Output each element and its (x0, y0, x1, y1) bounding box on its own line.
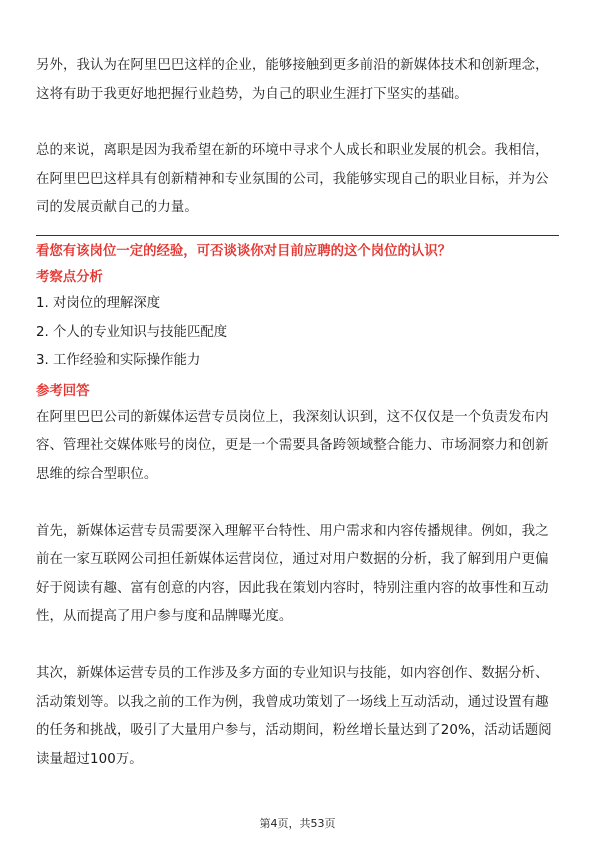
answer-paragraph-2: 首先，新媒体运营专员需要深入理解平台特性、用户需求和内容传播规律。例如，我之前在一家互联网公司担任新媒体运营岗位，通过对用户数据的分析，我了解到用户更偏好于阅读有趣、富有创意的内容，因此我在策划内容时，特别注重内容的故事性和互动性，从而提高了用户参与度和品牌曝光度。 (36, 523, 549, 625)
page-number-footer: 第4页，共53页 (259, 817, 336, 830)
intro-paragraph-1: 另外，我认为在阿里巴巴这样的企业，能够接触到更多前沿的新媒体技术和创新理念，这将有助于我更好地把握行业趋势，为自己的职业生涯打下坚实的基础。 (36, 58, 549, 102)
analysis-item-2: 2. 个人的专业知识与技能匹配度 (36, 324, 228, 340)
answer-paragraph-1: 在阿里巴巴公司的新媒体运营专员岗位上，我深刻认识到，这不仅仅是一个负责发布内容、管理社交媒体账号的岗位，更是一个需要具备跨领域整合能力、市场洞察力和创新思维的综合型职位。 (36, 409, 549, 482)
analysis-heading: 考察点分析 (36, 269, 103, 285)
section-divider (36, 235, 559, 236)
answer-paragraph-3: 其次，新媒体运营专员的工作涉及多方面的专业知识与技能，如内容创作、数据分析、活动策划等。以我之前的工作为例，我曾成功策划了一场线上互动活动，通过设置有趣的任务和挑战，吸引了大量用户参与，活动期间，粉丝增长量达到了20%，活动话题阅读量超过100万。 (36, 665, 552, 767)
interview-question: 看您有该岗位一定的经验，可否谈谈你对目前应聘的这个岗位的认识？ (36, 243, 452, 259)
analysis-item-3: 3. 工作经验和实际操作能力 (36, 353, 201, 369)
intro-paragraph-2: 总的来说，离职是因为我希望在新的环境中寻求个人成长和职业发展的机会。我相信，在阿里巴巴这样具有创新精神和专业氛围的公司，我能够实现自己的职业目标，并为公司的发展贡献自己的力量。 (36, 143, 549, 216)
paragraph-gap (36, 109, 559, 137)
paragraph-gap (36, 490, 559, 518)
paragraph-gap (36, 632, 559, 660)
answer-heading: 参考回答 (36, 383, 90, 399)
analysis-item-1: 1. 对岗位的理解深度 (36, 295, 161, 311)
page-content (36, 52, 559, 774)
